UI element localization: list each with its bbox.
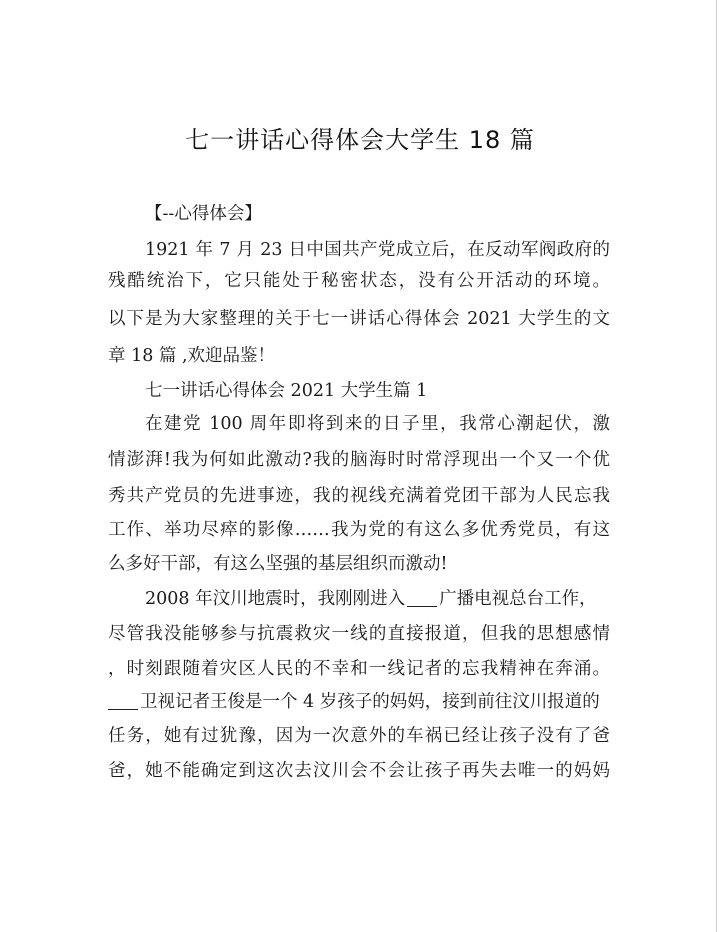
para2-line-3: ，时刻跟随着灾区人民的不幸和一线记者的忘我精神在奔涌。 (108, 659, 610, 679)
blank-underline (407, 588, 437, 607)
intro-line-3: 以下是为大家整理的关于七一讲话心得体会 2021 大学生的文 (108, 309, 610, 329)
para2-line-1 (145, 585, 597, 610)
section-heading: 七一讲话心得体会 2021 大学生篇 1 (145, 381, 428, 401)
intro-line-4: 章 18 篇 ,欢迎品鉴！ (108, 346, 276, 366)
blank-underline (108, 691, 138, 710)
intro-line-2: 残酷统治下，它只能处于秘密状态，没有公开活动的环境。 (108, 271, 610, 291)
intro-line-1: 1921 年 7 月 23 日中国共产党成立后，在反动军阀政府的 (145, 240, 610, 260)
para1-line-3: 秀共产党员的先进事迹，我的视线充满着党团干部为人民忘我 (108, 486, 610, 506)
page-title: 七一讲话心得体会大学生 18 篇 (185, 126, 535, 154)
para2-line-2: 尽管我没能够参与抗震救灾一线的直接报道，但我的思想感情 (108, 624, 610, 644)
page-edge-divider (716, 0, 717, 932)
para1-line-5: 么多好干部，有这么坚强的基层组织而激动! (108, 554, 448, 574)
para2-line-5: 任务，她有过犹豫，因为一次意外的车祸已经让孩子没有了爸 (108, 726, 610, 746)
para1-line-1: 在建党 100 周年即将到来的日子里，我常心潮起伏，激 (145, 414, 610, 434)
para1-line-4: 工作、举功尽瘁的影像……我为党的有这么多优秀党员，有这 (108, 520, 610, 540)
para2-line-4-text: 卫视记者王俊是一个 4 岁孩子的妈妈，接到前往汶川报道的 (140, 692, 600, 712)
para1-line-2: 情澎湃!我为何如此激动?我的脑海时时常浮现出一个又一个优 (108, 450, 610, 470)
para2-line-4 (108, 688, 600, 713)
category-tag: 【--心得体会】 (145, 204, 262, 224)
para2-line-6: 爸，她不能确定到这次去汶川会不会让孩子再失去唯一的妈妈 (108, 761, 610, 781)
para2-line-1-end: 广播电视总台工作， (439, 589, 597, 609)
para2-line-1-start: 2008 年汶川地震时，我刚刚进入 (145, 589, 406, 609)
